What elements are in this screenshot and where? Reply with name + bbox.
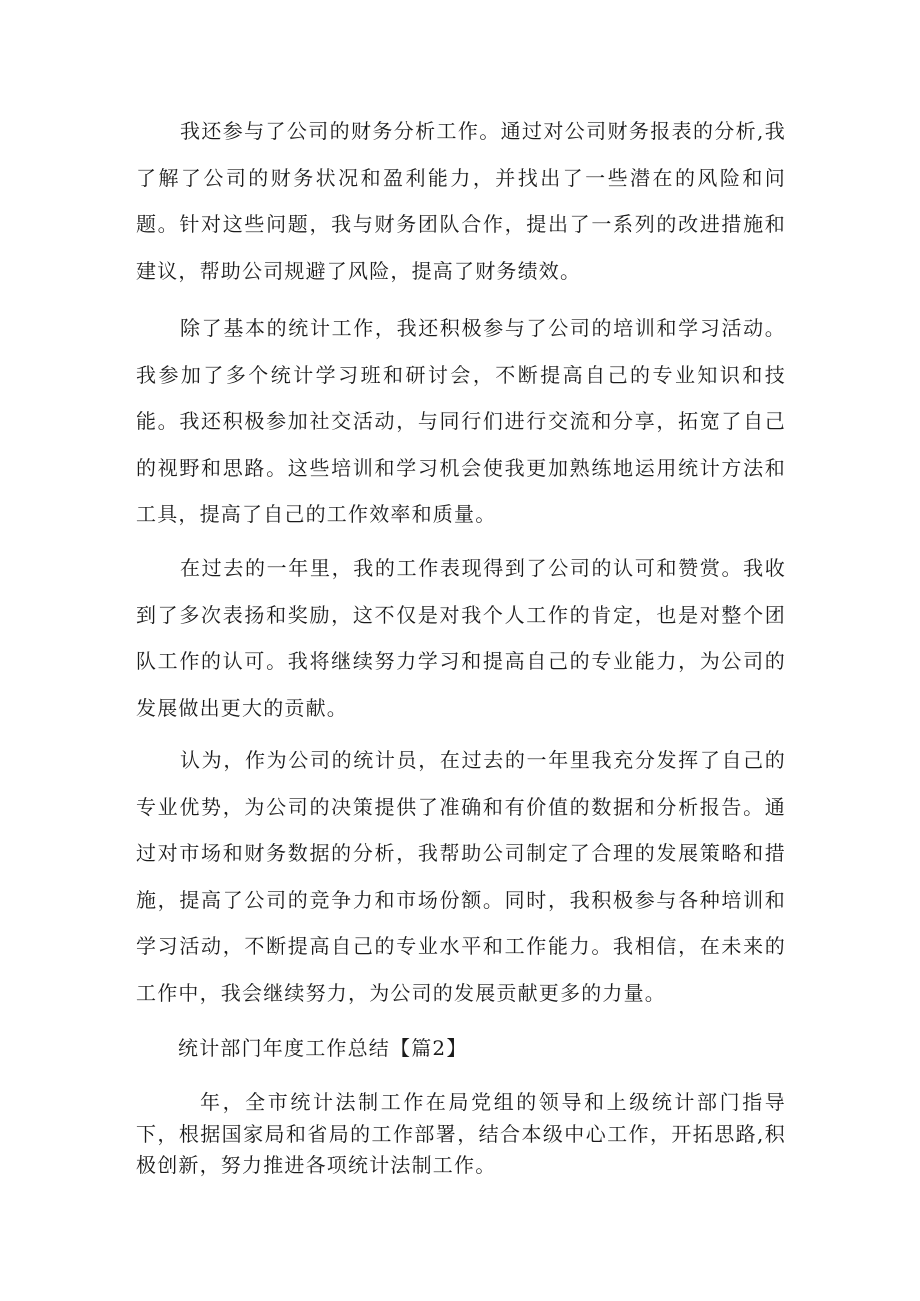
paragraph-recognition: 在过去的一年里，我的工作表现得到了公司的认可和赞赏。我收到了多次表扬和奖励，这不仅是对我个人工作的肯定，也是对整个团队工作的认可。我将继续努力学习和提高自己的专业能力，为公司的发展做出更大的贡献。: [136, 556, 786, 720]
paragraph-section-intro: 年，全市统计法制工作在局党组的领导和上级统计部门指导下，根据国家局和省局的工作部署，结合本级中心工作，开拓思路,积极创新，努力推进各项统计法制工作。: [136, 1090, 786, 1177]
paragraph-financial-analysis: 我还参与了公司的财务分析工作。通过对公司财务报表的分析,我了解了公司的财务状况和盈利能力，并找出了一些潜在的风险和问题。针对这些问题，我与财务团队合作，提出了一系列的改进措施和建议，帮助公司规避了风险，提高了财务绩效。: [136, 119, 786, 283]
section-title: 统计部门年度工作总结【篇2】: [178, 1036, 468, 1060]
paragraph-training: 除了基本的统计工作，我还积极参与了公司的培训和学习活动。我参加了多个统计学习班和研讨会，不断提高自己的专业知识和技能。我还积极参加社交活动，与同行们进行交流和分享，拓宽了自己的视野和思路。这些培训和学习机会使我更加熟练地运用统计方法和工具，提高了自己的工作效率和质量。: [136, 316, 786, 526]
paragraph-conclusion: 认为，作为公司的统计员，在过去的一年里我充分发挥了自己的专业优势，为公司的决策提供了准确和有价值的数据和分析报告。通过对市场和财务数据的分析，我帮助公司制定了合理的发展策略和措施，提高了公司的竞争力和市场份额。同时，我积极参与各种培训和学习活动，不断提高自己的专业水平和工作能力。我相信，在未来的工作中，我会继续努力，为公司的发展贡献更多的力量。: [136, 748, 786, 1005]
